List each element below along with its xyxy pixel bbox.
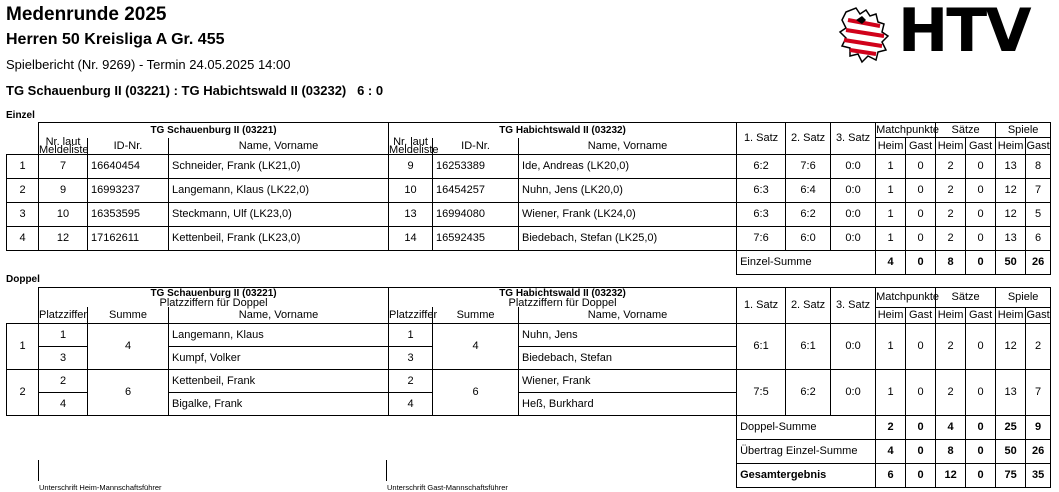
- satz2: 6:1: [786, 323, 831, 369]
- col-saetze: Sätze: [936, 123, 996, 138]
- guest-name: Heß, Burkhard: [519, 392, 737, 415]
- home-signature-label: Unterschrift Heim-Mannschaftsführer: [39, 483, 162, 492]
- home-id: 17162611: [88, 226, 169, 250]
- sa-heim: 2: [936, 178, 966, 202]
- guest-name: Wiener, Frank: [519, 369, 737, 392]
- col-satz1: 1. Satz: [737, 123, 786, 155]
- satz1: 6:3: [737, 178, 786, 202]
- carry-label: Übertrag Einzel-Summe: [737, 439, 876, 463]
- home-id: 16640454: [88, 154, 169, 178]
- sum-sp-gast: 26: [1026, 250, 1051, 274]
- col-sa-gast: Gast: [966, 138, 996, 155]
- col-spiele: Spiele: [996, 123, 1051, 138]
- col-guest-nr: Nr. laut Meldeliste: [389, 135, 439, 156]
- col-guest-summe: Summe: [433, 307, 519, 323]
- table-row: [7, 323, 1051, 346]
- sp-heim: 13: [996, 154, 1026, 178]
- satz1: 6:1: [737, 323, 786, 369]
- col-home-name: Name, Vorname: [169, 138, 389, 155]
- einzel-sum-row: [7, 250, 1051, 274]
- row-number: 2: [7, 178, 39, 202]
- total-mp-gast: 0: [906, 463, 936, 487]
- total-sp-heim: 75: [996, 463, 1026, 487]
- guest-platz: 2: [389, 369, 433, 392]
- sa-gast: 0: [966, 226, 996, 250]
- home-name: Langemann, Klaus: [169, 323, 389, 346]
- col-sp-heim: Heim: [996, 307, 1026, 323]
- satz2: 6:0: [786, 226, 831, 250]
- mp-heim: 1: [876, 369, 906, 415]
- sa-heim: 2: [936, 323, 966, 369]
- col-sp-gast: Gast: [1026, 309, 1050, 321]
- league-title: Herren 50 Kreisliga A Gr. 455: [6, 31, 225, 48]
- einzel-home-team: TG Schauenburg II (03221): [39, 123, 389, 138]
- doppel-home-team: TG Schauenburg II (03221) Platzziffern für Doppel: [39, 288, 389, 308]
- home-platz: 1: [39, 323, 88, 346]
- col-satz3: 3. Satz: [831, 123, 876, 155]
- doppel-sum-row: [7, 415, 1051, 439]
- doppel-section-label: Doppel: [6, 274, 40, 285]
- col-guest-name: Name, Vorname: [519, 307, 737, 323]
- logo-text: HTV: [898, 0, 1030, 66]
- satz1: 7:5: [737, 369, 786, 415]
- home-name: Steckmann, Ulf (LK23,0): [169, 202, 389, 226]
- home-platz: 3: [39, 346, 88, 369]
- sum-mp-gast: 0: [906, 415, 936, 439]
- col-satz2: 2. Satz: [786, 123, 831, 155]
- sp-heim: 13: [996, 226, 1026, 250]
- guest-name: Wiener, Frank (LK24,0): [519, 202, 737, 226]
- doppel-sum-label: Doppel-Summe: [737, 415, 876, 439]
- sp-gast: 7: [1026, 369, 1051, 415]
- guest-summe: 6: [433, 369, 519, 415]
- sa-heim: 2: [936, 226, 966, 250]
- satz2: 7:6: [786, 154, 831, 178]
- col-sa-gast: Gast: [966, 307, 996, 323]
- sp-gast: 2: [1026, 323, 1051, 369]
- col-guest-platz: Platzziffer: [389, 307, 433, 323]
- home-name: Kettenbeil, Frank (LK23,0): [169, 226, 389, 250]
- guest-name: Biedebach, Stefan: [519, 346, 737, 369]
- col-matchpunkte: Matchpunkte: [876, 124, 940, 136]
- satz3: 0:0: [831, 226, 876, 250]
- home-id: 16353595: [88, 202, 169, 226]
- col-sa-heim: Heim: [936, 307, 966, 323]
- sp-gast: 7: [1026, 178, 1051, 202]
- sum-mp-heim: 2: [876, 415, 906, 439]
- col-sp-gast: Gast: [1026, 138, 1051, 155]
- sum-sa-heim: 4: [936, 415, 966, 439]
- carry-sp-heim: 50: [996, 439, 1026, 463]
- sum-sp-heim: 25: [996, 415, 1026, 439]
- sp-heim: 12: [996, 323, 1026, 369]
- satz3: 0:0: [831, 202, 876, 226]
- einzel-sum-label: Einzel-Summe: [737, 250, 876, 274]
- carry-sa-heim: 8: [936, 439, 966, 463]
- sp-gast: 6: [1026, 226, 1051, 250]
- col-satz3: 3. Satz: [831, 288, 876, 324]
- home-name: Bigalke, Frank: [169, 392, 389, 415]
- home-id: 16993237: [88, 178, 169, 202]
- sp-heim: 13: [996, 369, 1026, 415]
- satz3: 0:0: [831, 154, 876, 178]
- sa-gast: 0: [966, 154, 996, 178]
- guest-platz: 3: [389, 346, 433, 369]
- col-matchpunkte: Matchpunkte: [876, 288, 936, 308]
- guest-nr: 10: [389, 178, 433, 202]
- satz2: 6:2: [786, 202, 831, 226]
- table-row: [7, 154, 1051, 178]
- sp-heim: 12: [996, 178, 1026, 202]
- satz3: 0:0: [831, 369, 876, 415]
- guest-nr: 9: [389, 154, 433, 178]
- table-row: [7, 178, 1051, 202]
- home-signature-box: [38, 460, 383, 481]
- mp-heim: 1: [876, 154, 906, 178]
- doppel-table: [6, 287, 1051, 488]
- satz3: 0:0: [831, 323, 876, 369]
- guest-signature-box: [386, 460, 731, 481]
- mp-gast: 0: [906, 154, 936, 178]
- sa-heim: 2: [936, 369, 966, 415]
- home-nr: 9: [39, 178, 88, 202]
- col-mp-heim: Heim: [876, 138, 906, 155]
- satz1: 7:6: [737, 226, 786, 250]
- mp-gast: 0: [906, 202, 936, 226]
- col-spiele: Spiele: [996, 288, 1051, 308]
- home-nr: 12: [39, 226, 88, 250]
- table-row: [7, 202, 1051, 226]
- col-sa-heim: Heim: [936, 138, 966, 155]
- guest-name: Nuhn, Jens: [519, 323, 737, 346]
- sp-gast: 8: [1026, 154, 1051, 178]
- mp-heim: 1: [876, 226, 906, 250]
- total-label: Gesamtergebnis: [737, 463, 876, 487]
- mp-gast: 0: [906, 369, 936, 415]
- guest-name: Ide, Andreas (LK20,0): [519, 154, 737, 178]
- total-mp-heim: 6: [876, 463, 906, 487]
- col-home-summe: Summe: [88, 307, 169, 323]
- sp-heim: 12: [996, 202, 1026, 226]
- col-mp-gast: Gast: [906, 138, 936, 155]
- table-row: [7, 369, 1051, 392]
- report-line: Spielbericht (Nr. 9269) - Termin 24.05.2025 14:00: [6, 57, 291, 72]
- satz2: 6:2: [786, 369, 831, 415]
- guest-id: 16994080: [433, 202, 519, 226]
- guest-platz: 4: [389, 392, 433, 415]
- col-sp-heim: Heim: [996, 138, 1026, 155]
- mp-gast: 0: [906, 226, 936, 250]
- row-number: 1: [7, 323, 39, 369]
- sum-sa-heim: 8: [936, 250, 966, 274]
- satz1: 6:2: [737, 154, 786, 178]
- home-name: Kumpf, Volker: [169, 346, 389, 369]
- home-name: Langemann, Klaus (LK22,0): [169, 178, 389, 202]
- guest-id: 16592435: [433, 226, 519, 250]
- satz3: 0:0: [831, 178, 876, 202]
- sum-sp-heim: 50: [996, 250, 1026, 274]
- satz1: 6:3: [737, 202, 786, 226]
- home-nr: 7: [39, 154, 88, 178]
- lion-icon: [836, 6, 892, 64]
- einzel-table: [6, 122, 1051, 275]
- sum-sa-gast: 0: [966, 250, 996, 274]
- sa-gast: 0: [966, 202, 996, 226]
- col-guest-id: ID-Nr.: [433, 138, 519, 155]
- guest-name: Nuhn, Jens (LK20,0): [519, 178, 737, 202]
- carry-sp-gast: 26: [1026, 439, 1051, 463]
- page-title: Medenrunde 2025: [6, 4, 167, 25]
- row-number: 2: [7, 369, 39, 415]
- col-home-name: Name, Vorname: [169, 307, 389, 323]
- col-mp-heim: Heim: [876, 307, 906, 323]
- htv-logo: [836, 2, 1054, 66]
- home-platz: 2: [39, 369, 88, 392]
- col-satz1: 1. Satz: [737, 288, 786, 324]
- guest-nr: 14: [389, 226, 433, 250]
- col-guest-name: Name, Vorname: [519, 138, 737, 155]
- row-number: 1: [7, 154, 39, 178]
- mp-heim: 1: [876, 178, 906, 202]
- guest-platz: 1: [389, 323, 433, 346]
- doppel-guest-team: TG Habichtswald II (03232) Platzziffern für Doppel: [389, 288, 737, 308]
- mp-heim: 1: [876, 323, 906, 369]
- einzel-guest-team: TG Habichtswald II (03232): [389, 123, 737, 138]
- home-summe: 6: [88, 369, 169, 415]
- total-sa-heim: 12: [936, 463, 966, 487]
- sp-gast: 5: [1026, 202, 1051, 226]
- match-result: TG Schauenburg II (03221) : TG Habichtswald II (03232) 6 : 0: [6, 83, 384, 98]
- einzel-section-label: Einzel: [6, 110, 35, 121]
- guest-id: 16454257: [433, 178, 519, 202]
- sa-gast: 0: [966, 178, 996, 202]
- table-row: [7, 226, 1051, 250]
- carry-mp-gast: 0: [906, 439, 936, 463]
- guest-summe: 4: [433, 323, 519, 369]
- total-sp-gast: 35: [1026, 463, 1051, 487]
- sa-heim: 2: [936, 202, 966, 226]
- col-saetze: Sätze: [936, 288, 996, 308]
- guest-id: 16253389: [433, 154, 519, 178]
- sum-sa-gast: 0: [966, 415, 996, 439]
- home-name: Kettenbeil, Frank: [169, 369, 389, 392]
- row-number: 3: [7, 202, 39, 226]
- col-home-nr: Nr. laut Meldeliste: [39, 135, 89, 156]
- sa-gast: 0: [966, 369, 996, 415]
- guest-nr: 13: [389, 202, 433, 226]
- home-nr: 10: [39, 202, 88, 226]
- guest-signature-label: Unterschrift Gast-Mannschaftsführer: [387, 483, 508, 492]
- sum-mp-gast: 0: [906, 250, 936, 274]
- col-satz2: 2. Satz: [786, 288, 831, 324]
- col-home-platz: Platzziffer: [39, 307, 88, 323]
- col-home-id: ID-Nr.: [88, 138, 169, 155]
- mp-gast: 0: [906, 178, 936, 202]
- col-mp-gast: Gast: [906, 307, 936, 323]
- home-platz: 4: [39, 392, 88, 415]
- carry-sa-gast: 0: [966, 439, 996, 463]
- carry-mp-heim: 4: [876, 439, 906, 463]
- satz2: 6:4: [786, 178, 831, 202]
- mp-gast: 0: [906, 323, 936, 369]
- total-sa-gast: 0: [966, 463, 996, 487]
- sa-heim: 2: [936, 154, 966, 178]
- home-name: Schneider, Frank (LK21,0): [169, 154, 389, 178]
- sum-sp-gast: 9: [1026, 415, 1051, 439]
- sa-gast: 0: [966, 323, 996, 369]
- sum-mp-heim: 4: [876, 250, 906, 274]
- mp-heim: 1: [876, 202, 906, 226]
- home-summe: 4: [88, 323, 169, 369]
- guest-name: Biedebach, Stefan (LK25,0): [519, 226, 737, 250]
- row-number: 4: [7, 226, 39, 250]
